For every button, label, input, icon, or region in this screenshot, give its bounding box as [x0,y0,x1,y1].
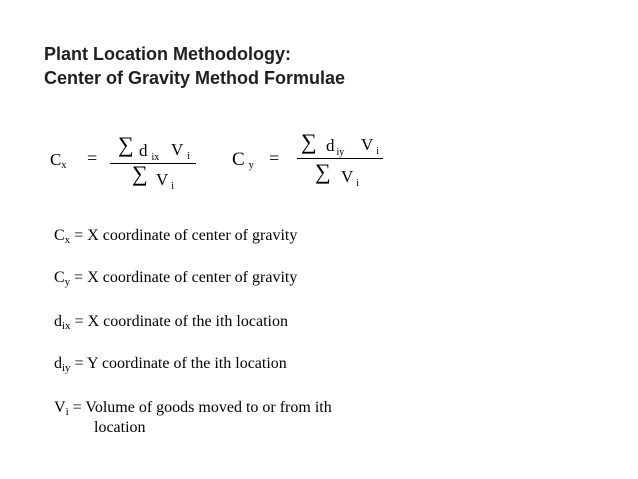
definition-diy [54,354,287,378]
cy-lhs-symbol: C [232,149,245,170]
definition-text: = X coordinate of center of gravity [70,227,298,244]
cy-den-v-symbol: V [341,167,354,186]
cy-lhs-subscript: y [248,160,254,171]
slide-title [44,42,345,90]
title-line-1: Plant Location Methodology: [44,44,291,64]
cy-d-symbol: d [326,136,335,155]
cx-denominator-v [156,170,174,192]
cx-d-subscript: ix [151,152,160,163]
definition-symbol: C [54,227,65,244]
cy-denominator-v [341,167,359,189]
cy-lhs [232,149,254,171]
definition-dix [54,312,288,336]
cy-equals: = [269,148,280,168]
cx-numerator-sigma: ∑ [118,132,134,157]
cx-d-symbol: d [139,141,148,160]
definition-subscript: y [64,276,71,288]
cx-fraction-line [110,163,196,164]
definition-symbol: C [54,269,65,286]
cx-equals: = [87,148,98,168]
definition-subscript: iy [62,362,71,374]
definition-subscript: i [65,406,69,418]
definition-symbol: V [54,399,66,416]
cy-numerator-v [361,135,379,157]
cy-d-subscript: iy [336,147,345,158]
definition-subscript: ix [62,320,71,332]
cx-den-v-symbol: V [156,170,169,189]
cx-lhs-subscript: x [61,160,67,171]
cx-lhs-symbol: C [50,150,62,169]
definition-subscript: x [64,234,71,246]
definition-vi-continuation: location [94,419,146,436]
cx-lhs [50,150,66,171]
cy-numerator-d [326,136,344,158]
definition-symbol: d [54,355,62,372]
definition-symbol: d [54,313,62,330]
cy-fraction-line [297,158,383,159]
cx-den-v-subscript: i [171,181,175,192]
definition-text: = X coordinate of the ith location [70,313,288,330]
cx-numerator-v [171,140,190,162]
cx-num-v-subscript: i [187,151,191,162]
cy-numerator-sigma: ∑ [301,129,317,154]
cx-numerator-d [139,141,159,163]
definition-text: = X coordinate of center of gravity [70,269,298,286]
cy-num-v-symbol: V [361,135,374,154]
cx-num-v-symbol: V [171,140,184,159]
cy-num-v-subscript: i [376,146,380,157]
title-line-2: Center of Gravity Method Formulae [44,68,346,88]
definition-text: = Y coordinate of the ith location [70,355,287,372]
cy-denominator-sigma: ∑ [315,159,331,184]
definition-cy [54,268,297,292]
definition-cx [54,226,297,250]
cy-den-v-subscript: i [356,178,360,189]
definition-text: = Volume of goods moved to or from ith [68,399,332,416]
cx-denominator-sigma: ∑ [132,161,148,186]
